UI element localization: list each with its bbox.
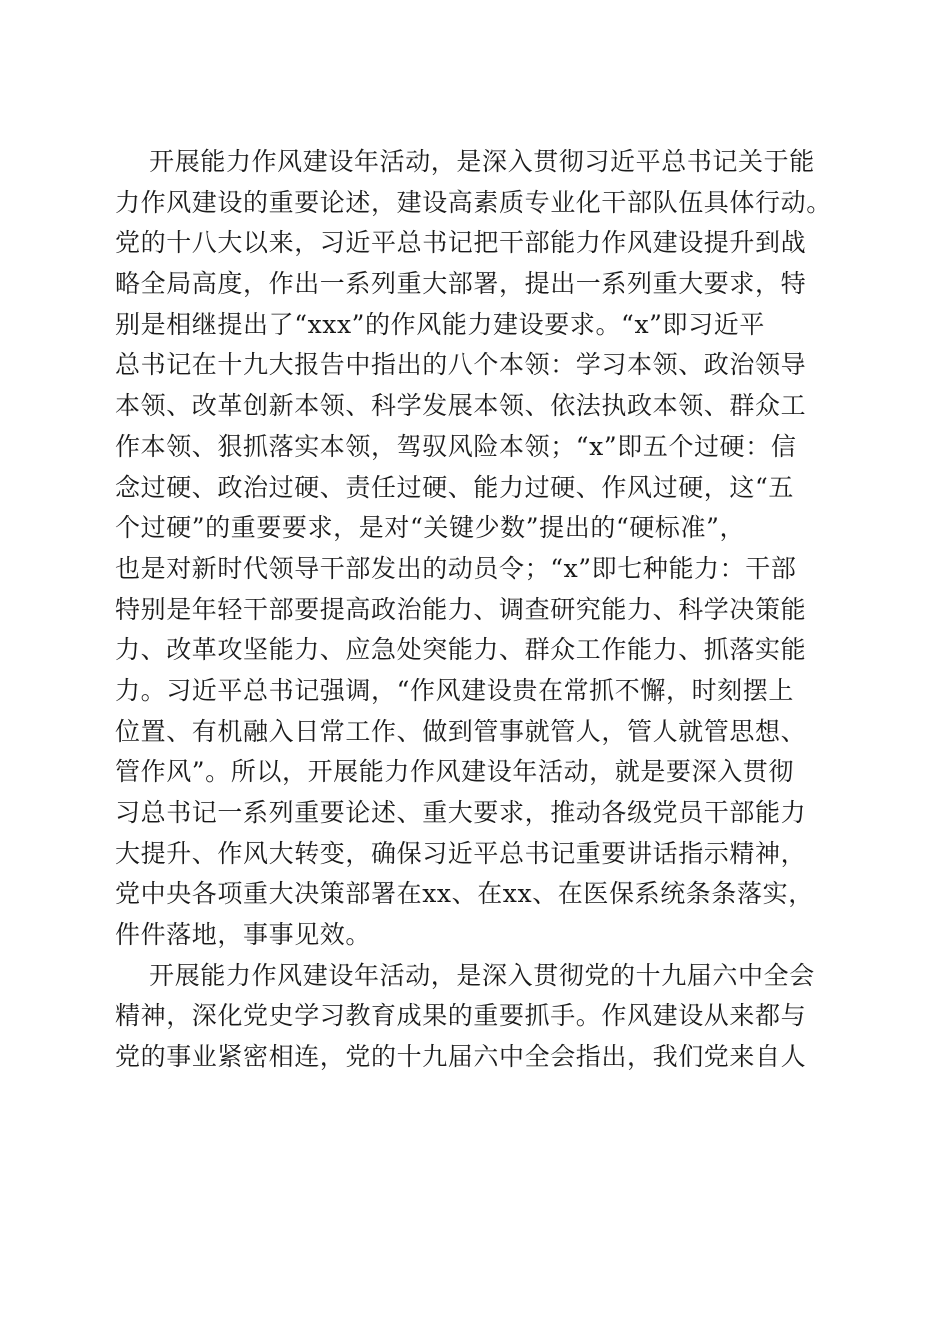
text-line: 开展能力作风建设年活动，是深入贯彻习近平总书记关于能 xyxy=(115,147,815,176)
text-line: 力、改革攻坚能力、应急处突能力、群众工作能力、抓落实能 xyxy=(115,635,807,665)
text-line: 管作风”。所以，开展能力作风建设年活动，就是要深入贯彻 xyxy=(115,757,794,787)
text-line: 习总书记一系列重要论述、重大要求，推动各级党员干部能力 xyxy=(115,798,807,827)
text-line: 略全局高度，作出一系列重大部署，提出一系列重大要求，特 xyxy=(115,269,807,299)
text-line: 个过硬”的重要要求，是对“关键少数”提出的“硬标准”， xyxy=(115,513,746,543)
text-line: 开展能力作风建设年活动，是深入贯彻党的十九届六中全会 xyxy=(115,960,815,990)
text-line: 党的十八大以来，习近平总书记把干部能力作风建设提升到战 xyxy=(115,228,807,258)
text-line: 总书记在十九大报告中指出的八个本领：学习本领、政治领导 xyxy=(115,350,807,380)
text-line: 力作风建设的重要论述，建设高素质专业化干部队伍具体行动。 xyxy=(115,187,832,217)
paragraph-1 xyxy=(115,142,835,956)
text-line: 党中央各项重大决策部署在xx、在xx、在医保系统条条落实， xyxy=(115,879,814,909)
text-line: 大提升、作风大转变，确保习近平总书记重要讲话指示精神， xyxy=(115,838,807,868)
text-line: 力。习近平总书记强调，“作风建设贵在常抓不懈，时刻摆上 xyxy=(115,675,794,705)
document-body xyxy=(115,142,835,1078)
text-line: 念过硬、政治过硬、责任过硬、能力过硬、作风过硬，这“五 xyxy=(115,472,794,502)
paragraph-2 xyxy=(115,956,835,1078)
text-line: 也是对新时代领导干部发出的动员令；“x”即七种能力：干部 xyxy=(115,553,797,583)
text-line: 件件落地，事事见效。 xyxy=(115,920,372,950)
text-line: 别是相继提出了“xxx”的作风能力建设要求。“x”即习近平 xyxy=(115,309,765,339)
text-line: 位置、有机融入日常工作、做到管事就管人，管人就管思想、 xyxy=(115,716,807,746)
text-line: 本领、改革创新本领、科学发展本领、依法执政本领、群众工 xyxy=(115,391,807,421)
text-line: 作本领、狠抓落实本领，驾驭风险本领；“x”即五个过硬：信 xyxy=(115,431,797,461)
text-line: 精神，深化党史学习教育成果的重要抓手。作风建设从来都与 xyxy=(115,1001,807,1031)
text-line: 特别是年轻干部要提高政治能力、调查研究能力、科学决策能 xyxy=(115,594,807,624)
text-line: 党的事业紧密相连，党的十九届六中全会指出，我们党来自人 xyxy=(115,1042,807,1072)
